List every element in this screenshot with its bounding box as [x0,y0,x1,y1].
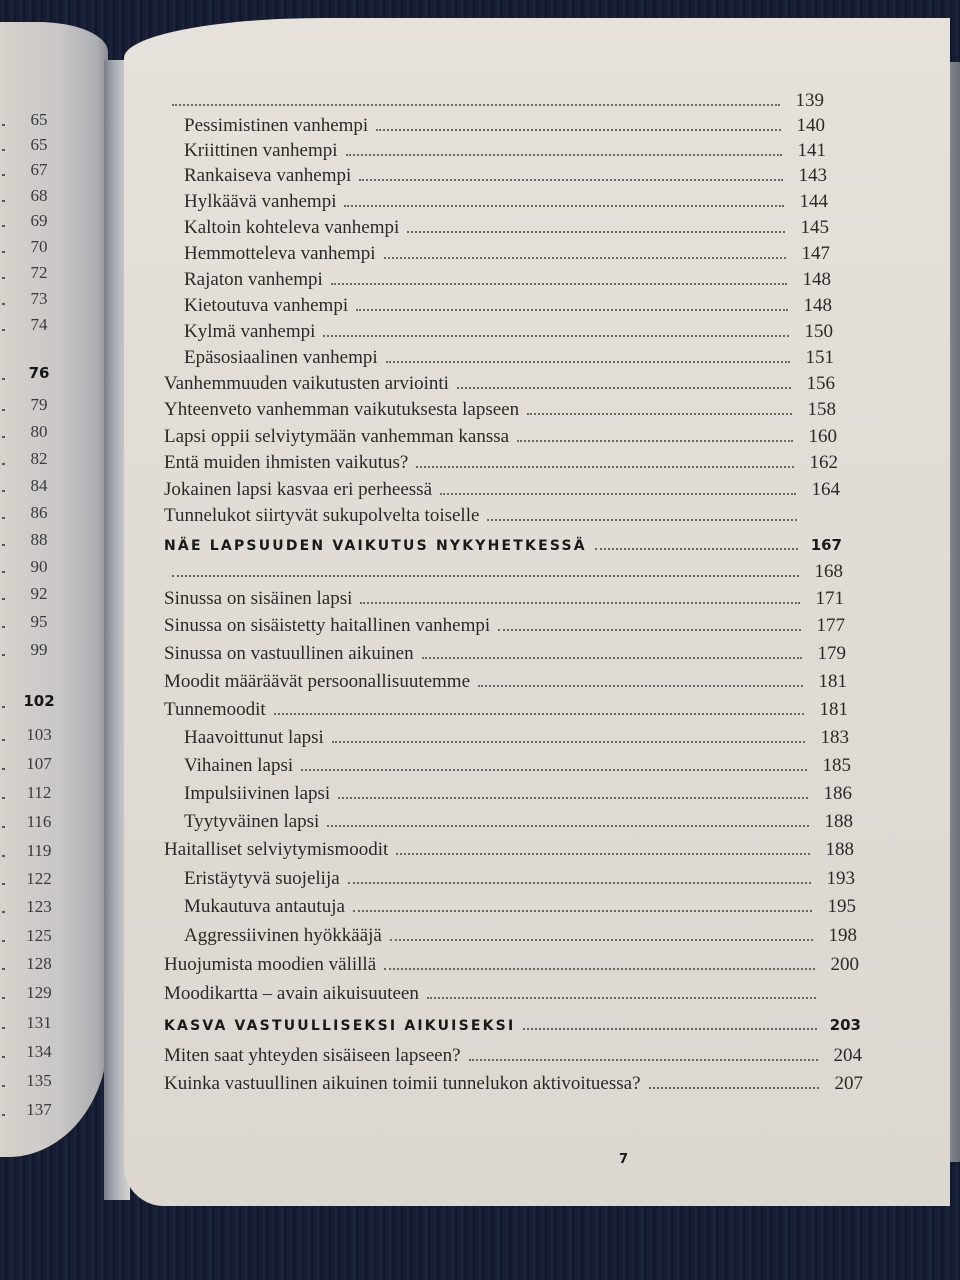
page-number: 7 [619,1152,629,1167]
dot-leader [2,768,5,770]
toc-section-heading[interactable] [164,1016,861,1034]
toc-entry-page: 195 [827,896,856,917]
toc-entry[interactable] [164,452,838,474]
dot-leader [2,739,5,741]
toc-entry[interactable] [164,90,824,112]
toc-entry[interactable] [184,243,830,265]
dot-leader [2,463,5,465]
table-of-contents [124,18,950,1206]
left-page-number: 135 [26,1071,52,1090]
dot-leader [396,853,810,855]
toc-entry[interactable] [184,755,851,777]
dot-leader [595,548,798,550]
left-page-number: 125 [26,926,52,945]
toc-entry[interactable] [184,811,853,833]
toc-entry[interactable] [164,399,836,421]
toc-entry-title: Hemmotteleva vanhempi [184,243,376,264]
dot-leader [2,968,5,970]
left-page-number: 65 [30,110,48,129]
toc-entry[interactable] [184,783,852,805]
dot-leader [2,706,5,708]
toc-entry-title: Haavoittunut lapsi [184,727,324,748]
toc-entry-title: Rankaiseva vanhempi [184,165,352,186]
dot-leader [2,490,5,492]
toc-entry-title: Hylkäävä vanhempi [184,191,337,212]
left-page-number: 129 [26,983,52,1002]
toc-entry-page: 181 [819,699,848,720]
left-page-number: 67 [30,160,48,179]
dot-leader [2,626,5,628]
dot-leader [416,466,794,468]
toc-entry-page: 143 [798,165,827,186]
toc-entry-title: Entä muiden ihmisten vaikutus? [164,452,409,473]
left-page-number: 74 [30,315,48,334]
left-page-number: 95 [30,612,48,631]
toc-entry-title: Sinussa on vastuullinen aikuinen [164,643,414,664]
toc-entry-page: 179 [817,643,846,664]
toc-entry-page: 188 [824,811,853,832]
toc-entry-page: 167 [810,536,842,554]
dot-leader [2,1085,5,1087]
toc-entry-title: Sinussa on sisäistetty haitallinen vanhempi [164,615,491,636]
toc-entry-title: Vihainen lapsi [184,755,294,776]
toc-entry-page: 147 [801,243,830,264]
toc-entry-page: 177 [816,615,845,636]
toc-entry-title: Pessimistinen vanhempi [184,115,369,136]
left-page-number: 76 [28,364,50,382]
dot-leader [2,409,5,411]
dot-leader [2,329,5,331]
toc-entry-page: 148 [802,269,831,290]
toc-entry[interactable] [164,561,843,583]
left-page-number: 72 [30,263,48,282]
dot-leader [2,940,5,942]
dot-leader [422,657,802,659]
dot-leader [2,826,5,828]
dot-leader [2,174,5,176]
toc-entry-title: Kylmä vanhempi [184,321,316,342]
toc-entry[interactable] [184,165,827,187]
dot-leader [527,413,792,415]
toc-entry[interactable] [164,1073,863,1095]
dot-leader [384,257,786,259]
dot-leader [487,519,797,521]
left-page-number: 123 [26,897,52,916]
left-page-number: 128 [26,954,52,973]
toc-entry-title: KASVA VASTUULLISEKSI AIKUISEKSI [164,1018,516,1034]
dot-leader [356,309,788,311]
toc-entry-page: 204 [833,1045,862,1066]
left-page-number: 99 [30,640,48,659]
toc-entry-page: 203 [829,1016,861,1034]
toc-entry-title: Mukautuva antautuja [184,896,345,917]
dot-leader [301,769,807,771]
toc-entry-title: Impulsiivinen lapsi [184,783,331,804]
right-page [124,18,950,1206]
toc-entry[interactable] [184,140,826,162]
toc-entry-page: 171 [815,588,844,609]
dot-leader [384,968,815,970]
dot-leader [2,378,5,380]
dot-leader [386,361,790,363]
dot-leader [2,303,5,305]
toc-entry-page: 150 [804,321,833,342]
left-page-number: 65 [30,135,48,154]
toc-entry-page: 200 [830,954,859,975]
toc-entry-title: Vanhemmuuden vaikutusten arviointi [164,373,449,394]
dot-leader [2,911,5,913]
toc-entry-title: Sinussa on sisäinen lapsi [164,588,353,609]
dot-leader [331,283,787,285]
toc-entry-title: Jokainen lapsi kasvaa eri perheessä [164,479,433,500]
toc-entry[interactable] [184,191,828,213]
toc-entry[interactable] [184,727,849,749]
dot-leader [2,251,5,253]
toc-entry-page: 145 [800,217,829,238]
toc-entry-title: Tyytyväinen lapsi [184,811,320,832]
toc-entry-page: 148 [803,295,832,316]
left-page-number: 122 [26,869,52,888]
dot-leader [323,335,789,337]
toc-entry-title: Huojumista moodien välillä [164,954,377,975]
dot-leader [649,1087,819,1089]
left-page-number: 84 [30,476,48,495]
dot-leader [2,124,5,126]
toc-entry[interactable] [184,896,856,918]
toc-entry-title: Moodit määräävät persoonallisuutemme [164,671,471,692]
toc-entry-title: NÄE LAPSUUDEN VAIKUTUS NYKYHETKESSÄ [164,538,587,554]
toc-entry[interactable] [184,868,855,890]
toc-entry-title: Eristäytyvä suojelija [184,868,340,889]
left-page-number: 88 [30,530,48,549]
toc-entry-title: Kriittinen vanhempi [184,140,338,161]
dot-leader [2,883,5,885]
dot-leader [2,225,5,227]
toc-entry-page: 162 [809,452,838,473]
left-page-number: 80 [30,422,48,441]
toc-entry-page: 156 [806,373,835,394]
left-page-number: 137 [26,1100,52,1119]
dot-leader [2,436,5,438]
toc-entry[interactable] [164,839,854,861]
left-page-number: 68 [30,186,48,205]
toc-entry-page: 185 [822,755,851,776]
left-page-number: 131 [26,1013,52,1032]
toc-entry-page: 168 [814,561,843,582]
left-page-number: 69 [30,211,48,230]
toc-entry-page: 193 [826,868,855,889]
dot-leader [478,685,803,687]
toc-entry-page: 198 [828,925,857,946]
toc-entry[interactable] [184,217,829,239]
left-page-number: 119 [26,841,52,860]
dot-leader [2,997,5,999]
toc-entry[interactable] [164,699,848,721]
dot-leader [274,713,804,715]
toc-entry-title: Epäsosiaalinen vanhempi [184,347,378,368]
dot-leader [172,104,780,106]
toc-entry-page: 188 [825,839,854,860]
toc-entry[interactable] [164,426,837,448]
left-page-number: 92 [30,584,48,603]
dot-leader [327,825,809,827]
toc-entry[interactable] [164,671,847,693]
toc-entry[interactable] [184,925,857,947]
toc-entry[interactable] [164,479,840,501]
dot-leader [344,205,784,207]
toc-entry-page: 144 [799,191,828,212]
toc-entry[interactable] [184,269,831,291]
left-page-number: 73 [30,289,48,308]
dot-leader [517,440,793,442]
dot-leader [2,544,5,546]
toc-entry[interactable] [184,347,834,369]
toc-entry[interactable] [164,373,835,395]
toc-entry-page: 158 [807,399,836,420]
toc-entry-title: Lapsi oppii selviytymään vanhemman kanssa [164,426,510,447]
left-page-number: 112 [26,783,52,802]
toc-entry-page: 183 [820,727,849,748]
toc-entry-title: Moodikartta – avain aikuisuuteen [164,983,419,1004]
toc-entry[interactable] [164,643,846,665]
dot-leader [440,493,796,495]
left-page-number: 82 [30,449,48,468]
dot-leader [2,598,5,600]
toc-entry[interactable] [164,1045,862,1067]
toc-entry-page: 139 [795,90,824,111]
dot-leader [346,154,782,156]
toc-entry[interactable] [184,321,833,343]
toc-entry[interactable] [184,115,825,137]
dot-leader [332,741,805,743]
toc-entry-page: 140 [796,115,825,136]
toc-entry-title: Miten saat yhteyden sisäiseen lapseen? [164,1045,461,1066]
toc-entry-page: 164 [811,479,840,500]
dot-leader [2,855,5,857]
toc-entry-title: Haitalliset selviytymismoodit [164,839,389,860]
toc-entry[interactable] [164,615,845,637]
toc-section-heading[interactable] [164,536,842,554]
toc-entry-page: 151 [805,347,834,368]
toc-entry[interactable] [164,954,859,976]
left-page-number: 107 [26,754,52,773]
dot-leader [469,1059,818,1061]
toc-entry[interactable] [164,588,844,610]
dot-leader [457,387,791,389]
dot-leader [2,571,5,573]
dot-leader [2,1027,5,1029]
left-page-number: 79 [30,395,48,414]
toc-entry[interactable] [164,505,841,527]
dot-leader [360,602,800,604]
toc-entry-title: Rajaton vanhempi [184,269,323,290]
toc-entry-page: 181 [818,671,847,692]
dot-leader [2,1056,5,1058]
toc-entry-title: Tunnelukot siirtyvät sukupolvelta toiselle [164,505,480,526]
toc-entry-title: Tunnemoodit [164,699,266,720]
left-page [0,22,108,1157]
left-page-number: 70 [30,237,48,256]
dot-leader [498,629,801,631]
toc-entry-title: Yhteenveto vanhemman vaikutuksesta lapseen [164,399,520,420]
left-page-number: 90 [30,557,48,576]
toc-entry-page: 141 [797,140,826,161]
dot-leader [2,1114,5,1116]
dot-leader [376,129,781,131]
dot-leader [353,910,812,912]
toc-entry-page: 186 [823,783,852,804]
toc-entry-page: 160 [808,426,837,447]
left-page-number: 116 [26,812,52,831]
dot-leader [172,575,799,577]
left-page-number: 134 [26,1042,52,1061]
dot-leader [2,200,5,202]
dot-leader [2,277,5,279]
dot-leader [390,939,813,941]
dot-leader [2,654,5,656]
toc-entry-title: Kaltoin kohteleva vanhempi [184,217,400,238]
dot-leader [407,231,785,233]
left-page-number: 103 [26,725,52,744]
dot-leader [2,149,5,151]
toc-entry-title: Aggressiivinen hyökkääjä [184,925,382,946]
dot-leader [2,797,5,799]
dot-leader [348,882,811,884]
toc-entry[interactable] [164,983,860,1005]
dot-leader [338,797,808,799]
left-page-number: 86 [30,503,48,522]
dot-leader [2,517,5,519]
left-page-number: 102 [23,692,55,710]
dot-leader [427,997,816,999]
dot-leader [359,179,783,181]
toc-entry-title: Kuinka vastuullinen aikuinen toimii tunnelukon aktivoituessa? [164,1073,641,1094]
toc-entry-page: 207 [834,1073,863,1094]
toc-entry-title: Kietoutuva vanhempi [184,295,349,316]
dot-leader [523,1028,817,1030]
toc-entry[interactable] [184,295,832,317]
